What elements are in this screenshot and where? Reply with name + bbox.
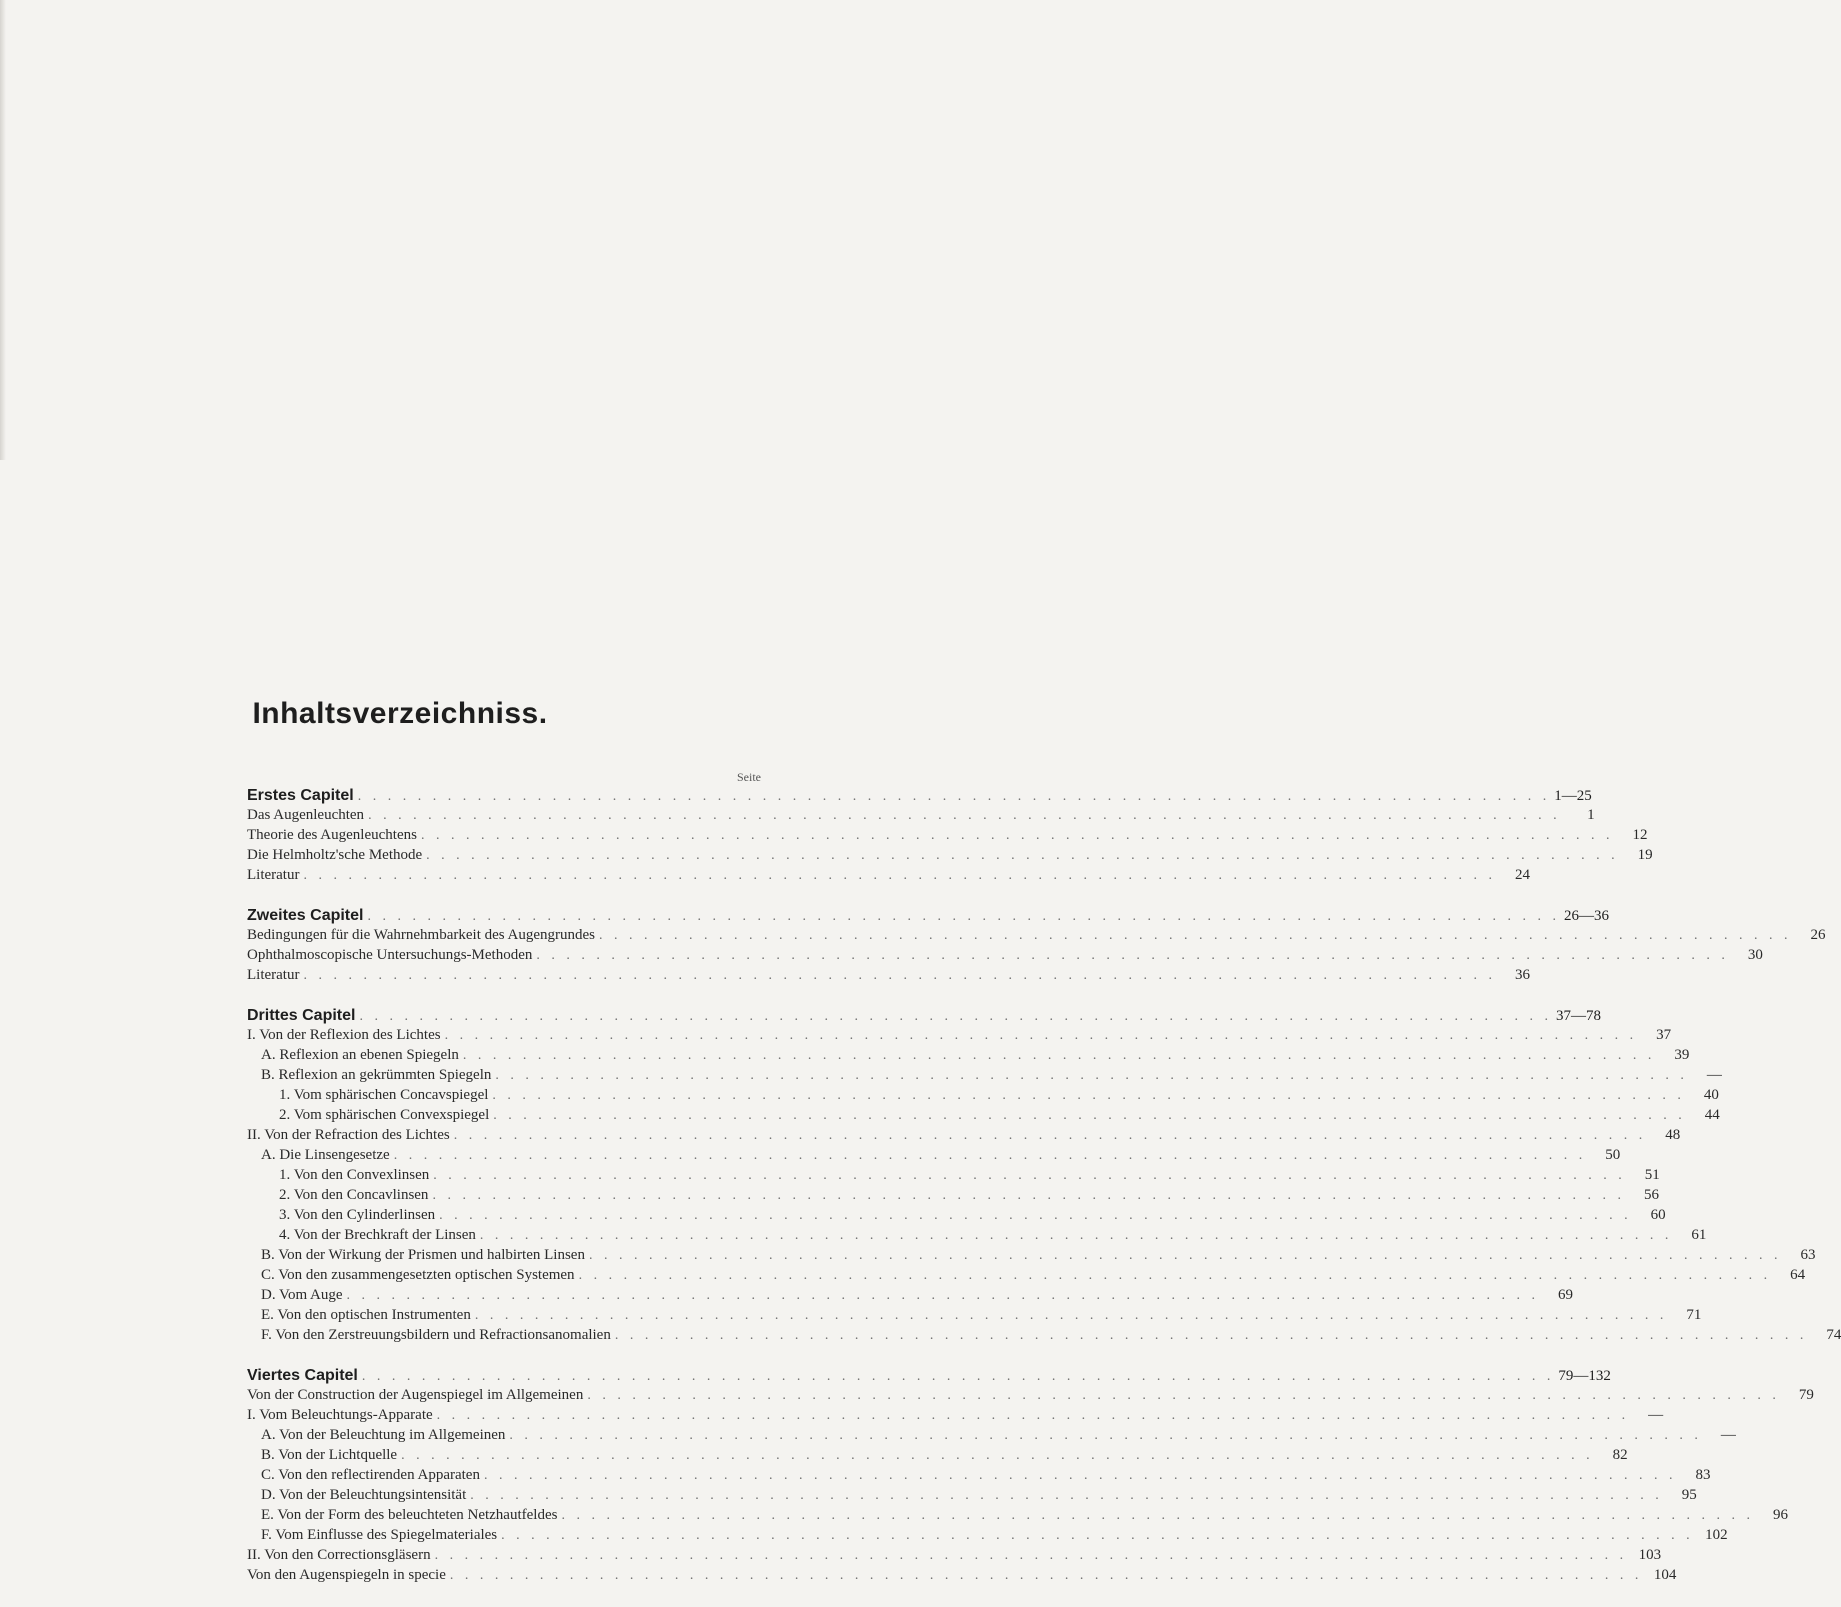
- entry-title: 1. Von den Convexlinsen: [279, 1167, 430, 1183]
- toc-entry: [247, 947, 1763, 967]
- entry-title: A. Von der Beleuchtung im Allgemeinen: [261, 1427, 506, 1443]
- dot-leader: . . . . . . . . . . . . . . . . . . . . . . . . . . . . . . . . . . . . . . . . . . . . . . . . . . . . . . . . . . . . . . . . . . . . . . . . . . . . . . . .: [426, 848, 1619, 863]
- toc-entry: [247, 1307, 1702, 1327]
- page-number: 56: [1643, 1187, 1659, 1203]
- toc-section: [247, 787, 1653, 887]
- entry-title: A. Reflexion an ebenen Spiegeln: [261, 1047, 459, 1063]
- entry-title: E. Von den optischen Instrumenten: [261, 1307, 471, 1323]
- toc-entry: [247, 1187, 1659, 1207]
- entry-title: Das Augenleuchten: [247, 807, 365, 823]
- dot-leader: . . . . . . . . . . . . . . . . . . . . . . . . . . . . . . . . . . . . . . . . . . . . . . . . . . . . . . . . . . . . . . . . . . . . . . . . . . . . . . . .: [578, 1268, 1772, 1283]
- dot-leader: . . . . . . . . . . . . . . . . . . . . . . . . . . . . . . . . . . . . . . . . . . . . . . . . . . . . . . . . . . . . . . . . . . . . . . . . . . . . . . . .: [588, 1248, 1782, 1263]
- entry-title: 2. Vom sphärischen Convexspiegel: [279, 1107, 490, 1123]
- dot-leader: . . . . . . . . . . . . . . . . . . . . . . . . . . . . . . . . . . . . . . . . . . . . . . . . . . . . . . . . . . . . . . . . . . . . . . . . . . . . . . . .: [346, 1288, 1540, 1303]
- entry-title: II. Von der Refraction des Lichtes: [247, 1127, 450, 1143]
- page-column-label: Seite: [737, 770, 761, 784]
- page-number: 103: [1638, 1547, 1662, 1563]
- dot-leader: . . . . . . . . . . . . . . . . . . . . . . . . . . . . . . . . . . . . . . . . . . . . . . . . . . . . . . . . . . . . . . . . . . . . . . . . . . . . . . . .: [561, 1508, 1754, 1523]
- dot-leader: . . . . . . . . . . . . . . . . . . . . . . . . . . . . . . . . . . . . . . . . . . . . . . . . . . . . . . . . . . . . . . . . . . . . . . . . . . . . . . . .: [449, 1568, 1643, 1583]
- toc-entry: [247, 807, 1595, 827]
- dot-leader: . . . . . . . . . . . . . . . . . . . . . . . . . . . . . . . . . . . . . . . . . . . . . . . . . . . . . . . . . . . . . . . . . . . . . . . . . . . . . . . .: [368, 808, 1561, 823]
- entry-title: D. Vom Auge: [261, 1287, 343, 1303]
- toc-entry: [247, 847, 1653, 867]
- dot-leader: . . . . . . . . . . . . . . . . . . . . . . . . . . . . . . . . . . . . . . . . . . . . . . . . . . . . . . . . . . . . . . . . . . . . . . . . . . . . . . . .: [462, 1048, 1656, 1063]
- toc-entry: [247, 1147, 1621, 1167]
- page-number: 51: [1644, 1167, 1660, 1183]
- dot-leader: . . . . . . . . . . . . . . . . . . . . . . . . . . . . . . . . . . . . . . . . . . . . . . . . . . . . . . . . . . . . . . . . . . . . . . . . . . . . . . . .: [436, 1408, 1630, 1423]
- toc-entry: [247, 1507, 1788, 1527]
- chapter-heading: [247, 1007, 1601, 1027]
- chapter-heading: [247, 1367, 1611, 1387]
- page-number: 63: [1800, 1247, 1816, 1263]
- entry-title: I. Vom Beleuchtungs-Apparate: [247, 1407, 433, 1423]
- page-number: 69: [1558, 1287, 1574, 1303]
- toc-entry: [247, 1387, 1814, 1407]
- toc-entry: [247, 1227, 1707, 1247]
- chapter-title: Erstes Capitel: [247, 787, 354, 804]
- toc-section: [247, 1367, 1814, 1587]
- chapter-title: Drittes Capitel: [247, 1007, 356, 1024]
- dot-leader: . . . . . . . . . . . . . . . . . . . . . . . . . . . . . . . . . . . . . . . . . . . . . . . . . . . . . . . . . . . . . . . . . . . . . . . . . . . . . . . .: [587, 1388, 1780, 1403]
- dot-leader: . . . . . . . . . . . . . . . . . . . . . . . . . . . . . . . . . . . . . . . . . . . . . . . . . . . . . . . . . . . . . . . . . . . . . . . . . . . . . . . .: [444, 1028, 1638, 1043]
- toc-entry: [247, 1067, 1722, 1087]
- toc-entry: [247, 867, 1530, 887]
- page-number: 30: [1747, 947, 1763, 963]
- dot-leader: . . . . . . . . . . . . . . . . . . . . . . . . . . . . . . . . . . . . . . . . . . . . . . . . . . . . . . . . . . . . . . . . . . . . . . . . . . . . . . . .: [439, 1208, 1632, 1223]
- toc-entry: [247, 927, 1826, 947]
- dot-leader: . . . . . . . . . . . . . . . . . . . . . . . . . . . . . . . . . . . . . . . . . . . . . . . . . . . . . . . . . . . . . . . . . . . . . . . . . . . . . . . .: [509, 1428, 1702, 1443]
- entry-title: D. Von der Beleuchtungsintensität: [261, 1487, 467, 1503]
- dot-leader: . . . . . . . . . . . . . . . . . . . . . . . . . . . . . . . . . . . . . . . . . . . . . . . . . . . . . . . . . . . . . . . . . . . . . . . . . . . . . . . .: [303, 968, 1496, 983]
- toc-entry: [247, 1207, 1666, 1227]
- page-number: 24: [1514, 867, 1530, 883]
- entry-title: A. Die Linsengesetze: [261, 1147, 390, 1163]
- toc-entry: [247, 1027, 1672, 1047]
- page-number: —: [1706, 1067, 1722, 1083]
- page-number: —: [1648, 1407, 1664, 1423]
- entry-title: B. Reflexion an gekrümmten Spiegeln: [261, 1067, 492, 1083]
- chapter-title: Viertes Capitel: [247, 1367, 358, 1384]
- toc-entry: [247, 1427, 1736, 1447]
- page-number: 102: [1705, 1527, 1728, 1543]
- dot-leader: . . . . . . . . . . . . . . . . . . . . . . . . . . . . . . . . . . . . . . . . . . . . . . . . . . . . . . . . . . . . . . . . . . . . . . . . . . . . . . . .: [303, 868, 1496, 883]
- entry-title: 1. Vom sphärischen Concavspiegel: [279, 1087, 489, 1103]
- toc-entry: [247, 1127, 1681, 1147]
- entry-title: Literatur: [247, 967, 300, 983]
- page-number: 12: [1632, 827, 1648, 843]
- entry-title: F. Vom Einflusse des Spiegelmateriales: [261, 1527, 498, 1543]
- toc-entry: [247, 1447, 1628, 1467]
- page-number: 48: [1665, 1127, 1681, 1143]
- page-range: 1—25: [1554, 788, 1592, 804]
- dot-leader: . . . . . . . . . . . . . . . . . . . . . . . . . . . . . . . . . . . . . . . . . . . . . . . . . . . . . . . . . . . . . . . . . . . . . . . . . . . . . . . .: [495, 1068, 1688, 1083]
- page-number: 37: [1656, 1027, 1672, 1043]
- page-number: 26: [1810, 927, 1826, 943]
- chapter-heading: [247, 787, 1592, 807]
- toc-entry: [247, 1407, 1664, 1427]
- entry-title: E. Von der Form des beleuchteten Netzhautfeldes: [261, 1507, 558, 1523]
- entry-title: Von der Construction der Augenspiegel im Allgemeinen: [247, 1387, 584, 1403]
- toc-entry: [247, 967, 1530, 987]
- dot-leader: . . . . . . . . . . . . . . . . . . . . . . . . . . . . . . . . . . . . . . . . . . . . . . . . . . . . . . . . . . . . . . . . . . . . . . . . . . . . . . . .: [493, 1108, 1686, 1123]
- page-range: 37—78: [1555, 1008, 1601, 1024]
- page-binding-shadow: [0, 0, 6, 460]
- dot-leader: . . . . . . . . . . . . . . . . . . . . . . . . . . . . . . . . . . . . . . . . . . . . . . . . . . . . . . . . . . . . . . . . . . . . . . . . . . . . . . . .: [470, 1488, 1663, 1503]
- page-number: 82: [1612, 1447, 1628, 1463]
- page-number: 95: [1681, 1487, 1697, 1503]
- page-title: Inhaltsverzeichniss.: [252, 697, 548, 730]
- page-number: 36: [1514, 967, 1530, 983]
- toc-entry: [247, 1287, 1574, 1307]
- page-number: 79: [1798, 1387, 1814, 1403]
- chapter-heading: [247, 907, 1609, 927]
- dot-leader: . . . . . . . . . . . . . . . . . . . . . . . . . . . . . . . . . . . . . . . . . . . . . . . . . . . . . . . . . . . . . . . . . . . . . . . . . . . . . . . .: [420, 828, 1614, 843]
- dot-leader: . . . . . . . . . . . . . . . . . . . . . . . . . . . . . . . . . . . . . . . . . . . . . . . . . . . . . . . . . . . . . . . . . . . . . . . . . . . . . . . .: [483, 1468, 1677, 1483]
- page-number: 74: [1826, 1327, 1841, 1343]
- toc-entry: [247, 1107, 1720, 1127]
- chapter-title: Zweites Capitel: [247, 907, 364, 924]
- entry-title: C. Von den zusammengesetzten optischen Systemen: [261, 1267, 575, 1283]
- page-number: 40: [1703, 1087, 1719, 1103]
- dot-leader: . . . . . . . . . . . . . . . . . . . . . . . . . . . . . . . . . . . . . . . . . . . . . . . . . . . . . . . . . . . . . . . . . . . . . . . . . . . . . . . .: [361, 1369, 1555, 1384]
- entry-title: B. Von der Lichtquelle: [261, 1447, 398, 1463]
- entry-title: 4. Von der Brechkraft der Linsen: [279, 1227, 476, 1243]
- entry-title: Bedingungen für die Wahrnehmbarkeit des Augengrundes: [247, 927, 596, 943]
- entry-title: Theorie des Augenleuchtens: [247, 827, 417, 843]
- toc-entry: [247, 1547, 1662, 1567]
- dot-leader: . . . . . . . . . . . . . . . . . . . . . . . . . . . . . . . . . . . . . . . . . . . . . . . . . . . . . . . . . . . . . . . . . . . . . . . . . . . . . . . .: [479, 1228, 1673, 1243]
- dot-leader: . . . . . . . . . . . . . . . . . . . . . . . . . . . . . . . . . . . . . . . . . . . . . . . . . . . . . . . . . . . . . . . . . . . . . . . . . . . . . . . .: [367, 909, 1560, 924]
- toc-entry: [247, 1567, 1677, 1587]
- dot-leader: . . . . . . . . . . . . . . . . . . . . . . . . . . . . . . . . . . . . . . . . . . . . . . . . . . . . . . . . . . . . . . . . . . . . . . . . . . . . . . . .: [433, 1168, 1626, 1183]
- entry-title: Von den Augenspiegeln in specie: [247, 1567, 446, 1583]
- entry-title: Die Helmholtz'sche Methode: [247, 847, 423, 863]
- page-number: 19: [1637, 847, 1653, 863]
- dot-leader: . . . . . . . . . . . . . . . . . . . . . . . . . . . . . . . . . . . . . . . . . . . . . . . . . . . . . . . . . . . . . . . . . . . . . . . . . . . . . . . .: [536, 948, 1729, 963]
- page-number: 64: [1790, 1267, 1806, 1283]
- entry-title: F. Von den Zerstreuungsbildern und Refractionsanomalien: [261, 1327, 611, 1343]
- entry-title: 2. Von den Concavlinsen: [279, 1187, 429, 1203]
- toc-entry: [247, 1087, 1719, 1107]
- toc-entry: [247, 827, 1648, 847]
- dot-leader: . . . . . . . . . . . . . . . . . . . . . . . . . . . . . . . . . . . . . . . . . . . . . . . . . . . . . . . . . . . . . . . . . . . . . . . . . . . . . . . .: [359, 1009, 1552, 1024]
- page-number: 39: [1674, 1047, 1690, 1063]
- entry-title: 3. Von den Cylinderlinsen: [279, 1207, 436, 1223]
- page-number: —: [1720, 1427, 1736, 1443]
- page-number: 60: [1650, 1207, 1666, 1223]
- entry-title: B. Von der Wirkung der Prismen und halbirten Linsen: [261, 1247, 585, 1263]
- page-number: 50: [1605, 1147, 1621, 1163]
- dot-leader: . . . . . . . . . . . . . . . . . . . . . . . . . . . . . . . . . . . . . . . . . . . . . . . . . . . . . . . . . . . . . . . . . . . . . . . . . . . . . . . .: [474, 1308, 1668, 1323]
- page-number: 44: [1704, 1107, 1720, 1123]
- dot-leader: . . . . . . . . . . . . . . . . . . . . . . . . . . . . . . . . . . . . . . . . . . . . . . . . . . . . . . . . . . . . . . . . . . . . . . . . . . . . . . . .: [401, 1448, 1594, 1463]
- toc-entry: [247, 1167, 1660, 1187]
- page-number: 96: [1772, 1507, 1788, 1523]
- toc-entry: [247, 1467, 1711, 1487]
- page-number: 71: [1686, 1307, 1702, 1323]
- entry-title: Literatur: [247, 867, 300, 883]
- table-of-contents: [247, 787, 1841, 1607]
- page-range: 26—36: [1563, 908, 1609, 924]
- dot-leader: . . . . . . . . . . . . . . . . . . . . . . . . . . . . . . . . . . . . . . . . . . . . . . . . . . . . . . . . . . . . . . . . . . . . . . . . . . . . . . . .: [492, 1088, 1685, 1103]
- dot-leader: . . . . . . . . . . . . . . . . . . . . . . . . . . . . . . . . . . . . . . . . . . . . . . . . . . . . . . . . . . . . . . . . . . . . . . . . . . . . . . . .: [357, 789, 1551, 804]
- page-number: 104: [1653, 1567, 1677, 1583]
- entry-title: Ophthalmoscopische Untersuchungs-Methoden: [247, 947, 533, 963]
- entry-title: C. Von den reflectirenden Apparaten: [261, 1467, 480, 1483]
- dot-leader: . . . . . . . . . . . . . . . . . . . . . . . . . . . . . . . . . . . . . . . . . . . . . . . . . . . . . . . . . . . . . . . . . . . . . . . . . . . . . . . .: [614, 1328, 1808, 1343]
- toc-entry: [247, 1247, 1816, 1267]
- entry-title: II. Von den Correctionsgläsern: [247, 1547, 431, 1563]
- toc-section: [247, 1007, 1841, 1347]
- dot-leader: . . . . . . . . . . . . . . . . . . . . . . . . . . . . . . . . . . . . . . . . . . . . . . . . . . . . . . . . . . . . . . . . . . . . . . . . . . . . . . . .: [393, 1148, 1587, 1163]
- toc-entry: [247, 1267, 1806, 1287]
- page-number: 83: [1695, 1467, 1711, 1483]
- dot-leader: . . . . . . . . . . . . . . . . . . . . . . . . . . . . . . . . . . . . . . . . . . . . . . . . . . . . . . . . . . . . . . . . . . . . . . . . . . . . . . . .: [501, 1528, 1694, 1543]
- page-number: 61: [1691, 1227, 1707, 1243]
- dot-leader: . . . . . . . . . . . . . . . . . . . . . . . . . . . . . . . . . . . . . . . . . . . . . . . . . . . . . . . . . . . . . . . . . . . . . . . . . . . . . . . .: [453, 1128, 1647, 1143]
- toc-entry: [247, 1487, 1697, 1507]
- dot-leader: . . . . . . . . . . . . . . . . . . . . . . . . . . . . . . . . . . . . . . . . . . . . . . . . . . . . . . . . . . . . . . . . . . . . . . . . . . . . . . . .: [599, 928, 1792, 943]
- page-number: 1: [1587, 807, 1595, 823]
- toc-entry: [247, 1047, 1690, 1067]
- dot-leader: . . . . . . . . . . . . . . . . . . . . . . . . . . . . . . . . . . . . . . . . . . . . . . . . . . . . . . . . . . . . . . . . . . . . . . . . . . . . . . . .: [434, 1548, 1628, 1563]
- page-range: 79—132: [1558, 1368, 1611, 1384]
- toc-entry: [247, 1527, 1728, 1547]
- toc-section: [247, 907, 1826, 987]
- dot-leader: . . . . . . . . . . . . . . . . . . . . . . . . . . . . . . . . . . . . . . . . . . . . . . . . . . . . . . . . . . . . . . . . . . . . . . . . . . . . . . . .: [432, 1188, 1625, 1203]
- toc-entry: [247, 1327, 1841, 1347]
- entry-title: I. Von der Reflexion des Lichtes: [247, 1027, 441, 1043]
